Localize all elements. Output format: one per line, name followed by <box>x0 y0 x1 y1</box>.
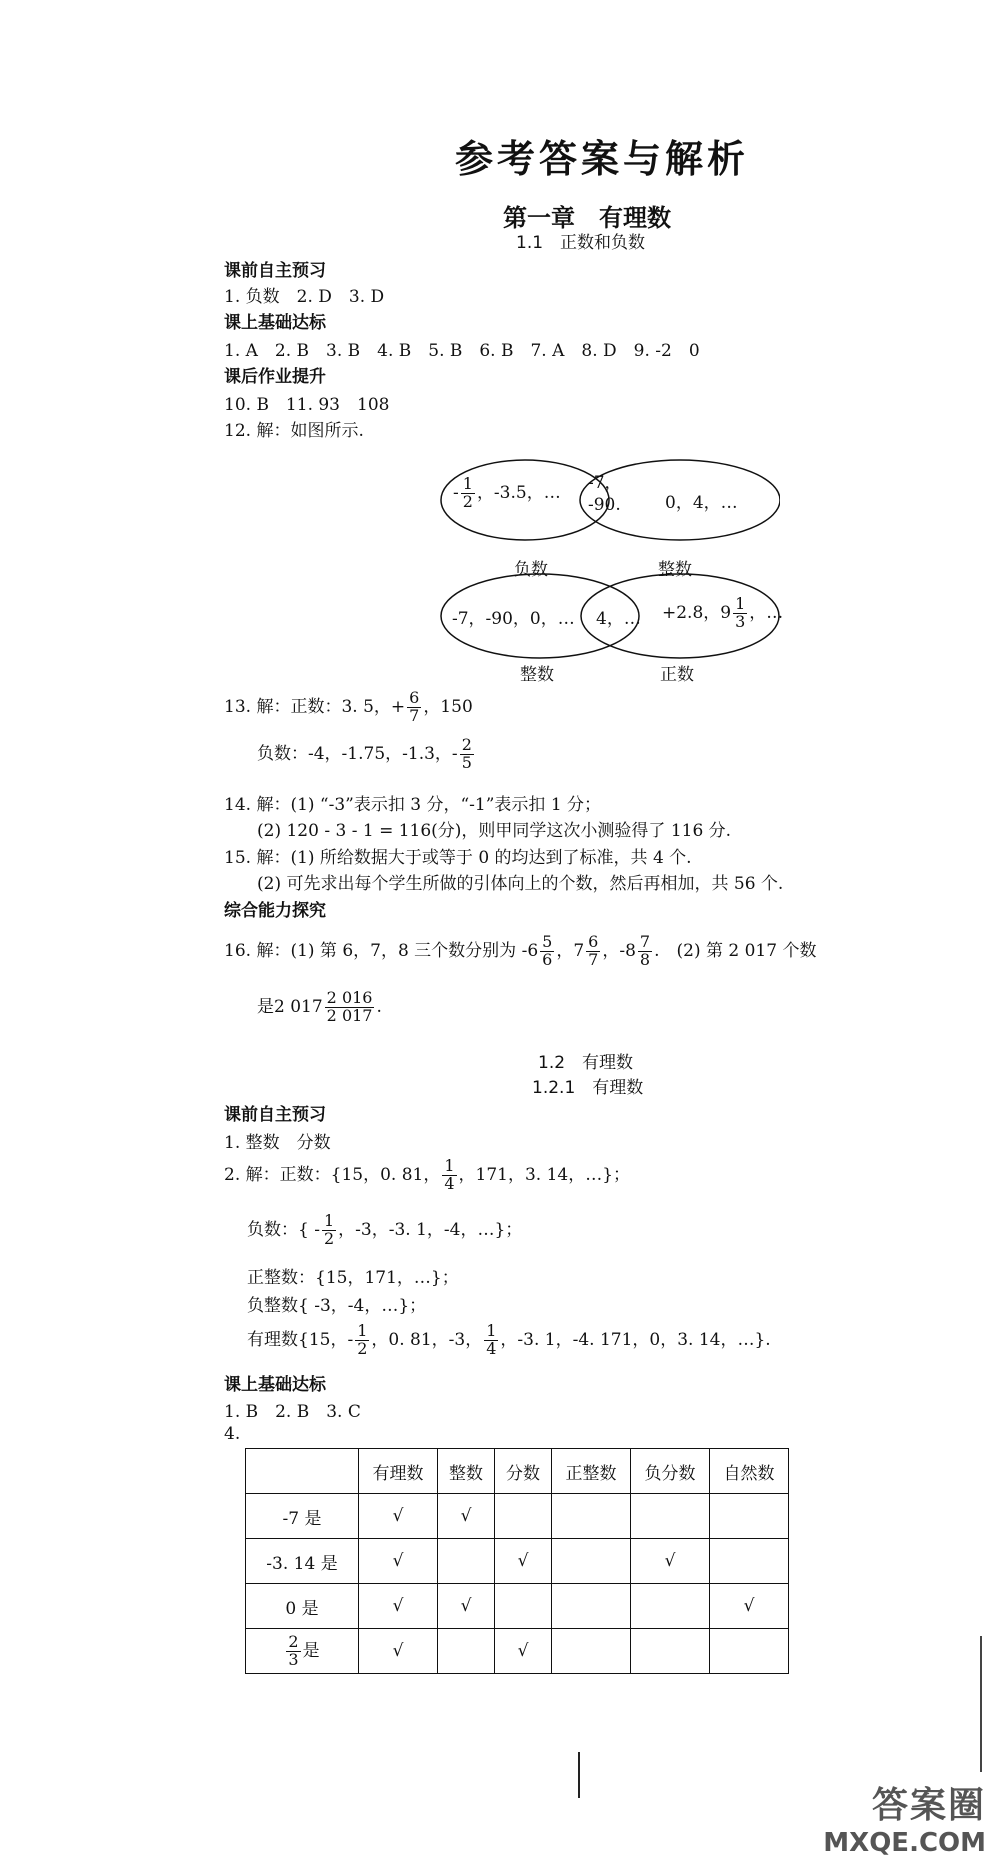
table-row-label: 0 是 <box>246 1584 359 1629</box>
table-header-cell: 自然数 <box>710 1449 789 1494</box>
answer-line: 1. B 2. B 3. C <box>224 1402 361 1422</box>
table-cell: √ <box>710 1584 789 1629</box>
table-row <box>246 1629 789 1674</box>
table-cell: √ <box>359 1539 438 1584</box>
venn1-label-negative: 负数 <box>514 560 548 580</box>
answer-line: 10. B 11. 93 108 <box>224 395 390 415</box>
table-cell <box>495 1494 552 1539</box>
answer-2-rational: 有理数{15，- $\frac{1}{2}$ ，0. 81，-3， $\frac{1}{4}$ ，-3. 1，-4. 171，0，3. 14，…}. <box>247 1321 771 1358</box>
table-header-cell: 负分数 <box>631 1449 710 1494</box>
table-cell <box>552 1539 631 1584</box>
heading-basic: 课上基础达标 <box>224 1375 326 1395</box>
answer-14-part2: (2) 120 - 3 - 1 = 116(分)，则甲同学这次小测验得了 116 分. <box>257 821 732 841</box>
table-cell <box>552 1629 631 1674</box>
heading-comprehensive: 综合能力探究 <box>224 901 326 921</box>
chapter-title: 第一章 有理数 <box>503 204 671 232</box>
table-cell <box>495 1584 552 1629</box>
table-cell <box>710 1629 789 1674</box>
watermark <box>823 1777 986 1858</box>
table-header-cell: 正整数 <box>552 1449 631 1494</box>
scan-edge-line <box>980 1636 982 1772</box>
table-cell <box>631 1584 710 1629</box>
table-header-cell: 整数 <box>438 1449 495 1494</box>
table-row-label: -3. 14 是 <box>246 1539 359 1584</box>
table-cell: √ <box>495 1539 552 1584</box>
table-cell: √ <box>631 1539 710 1584</box>
venn2-intersection: 4，… <box>596 609 641 629</box>
section-title-1-2: 1.2 有理数 <box>538 1053 634 1073</box>
answer-2-positive: 2. 解：正数：{15，0. 81， $\frac{1}{4}$ ，171，3. 14，…}； <box>224 1156 631 1193</box>
venn1-left-set: - $\frac{1}{2}$ ，-3.5，… <box>453 474 561 511</box>
venn2-left-set: -7，-90，0，… <box>452 609 575 629</box>
table-row-label: $\frac{2}{3}$ 是 <box>246 1629 359 1674</box>
venn2-label-positive: 正数 <box>660 665 694 685</box>
table-cell: √ <box>359 1494 438 1539</box>
page-mark <box>578 1752 580 1798</box>
table-cell <box>710 1539 789 1584</box>
table-header-cell <box>246 1449 359 1494</box>
heading-homework: 课后作业提升 <box>224 367 326 387</box>
table-cell <box>438 1629 495 1674</box>
watermark-url: MXQE.COM <box>823 1828 986 1858</box>
table-cell <box>631 1629 710 1674</box>
table-cell: √ <box>438 1584 495 1629</box>
table-row <box>246 1584 789 1629</box>
section-title-1-1: 1.1 正数和负数 <box>516 233 646 253</box>
table-row <box>246 1494 789 1539</box>
table-cell: √ <box>438 1494 495 1539</box>
subsection-title-1-2-1: 1.2.1 有理数 <box>532 1078 644 1098</box>
answer-15-part2: (2) 可先求出每个学生所做的引体向上的个数，然后再相加，共 56 个. <box>257 874 784 894</box>
answer-13-positive: 13. 解：正数：3. 5，+ $\frac{6}{7}$ ，150 <box>224 688 473 725</box>
answer-line: 1. 负数 2. D 3. D <box>224 287 385 307</box>
heading-basic: 课上基础达标 <box>224 313 326 333</box>
answer-line: 4. <box>224 1424 241 1444</box>
table-cell: √ <box>359 1584 438 1629</box>
answer-line: 1. A 2. B 3. B 4. B 5. B 6. B 7. A 8. D 9. -2 0 <box>224 341 700 361</box>
answer-2-negative-integer: 负整数{ -3，-4，…}； <box>247 1296 427 1316</box>
heading-preview: 课前自主预习 <box>224 261 326 281</box>
table-header-row <box>246 1449 789 1494</box>
answer-14-part1: 14. 解：(1) “-3”表示扣 3 分，“-1”表示扣 1 分； <box>224 795 602 815</box>
classification-table <box>245 1448 789 1674</box>
answer-2-negative: 负数：{ - $\frac{1}{2}$ ，-3，-3. 1，-4，…}； <box>247 1211 523 1248</box>
table-cell: √ <box>495 1629 552 1674</box>
venn1-label-integer: 整数 <box>658 560 692 580</box>
table-cell <box>631 1494 710 1539</box>
answer-15-part1: 15. 解：(1) 所给数据大于或等于 0 的均达到了标准，共 4 个. <box>224 848 692 868</box>
table-cell <box>552 1584 631 1629</box>
venn2-label-integer: 整数 <box>520 665 554 685</box>
table-cell <box>438 1539 495 1584</box>
table-header-cell: 有理数 <box>359 1449 438 1494</box>
table-row <box>246 1539 789 1584</box>
page-title: 参考答案与解析 <box>455 137 750 181</box>
venn1-intersection: -7， -90. <box>588 473 622 515</box>
answer-2-positive-integer: 正整数：{15，171，…}； <box>247 1268 459 1288</box>
answer-16-part1: 16. 解：(1) 第 6，7，8 三个数分别为 -6 $\frac{5}{6}$ ，7 $\frac{6}{7}$ ，-8 $\frac{7}{8}$ . (2) 第 2 017 个数 <box>224 932 817 969</box>
answer-13-negative: 负数：-4，-1.75，-1.3，- $\frac{2}{5}$ <box>257 735 472 772</box>
venn1-right-set: 0，4，… <box>665 493 738 513</box>
table-cell: √ <box>359 1629 438 1674</box>
table-cell <box>552 1494 631 1539</box>
answer-line: 12. 解：如图所示. <box>224 421 364 441</box>
answer-16-part2: 是2 017 $\frac{2 016}{2 017}$ . <box>257 988 382 1025</box>
answer-line: 1. 整数 分数 <box>224 1133 331 1153</box>
venn2-right-set: +2.8，9 $\frac{1}{3}$ ，… <box>662 594 784 631</box>
table-cell <box>710 1494 789 1539</box>
watermark-logo: 答案圈 <box>871 1785 986 1826</box>
heading-preview: 课前自主预习 <box>224 1105 326 1125</box>
table-header-cell: 分数 <box>495 1449 552 1494</box>
table-row-label: -7 是 <box>246 1494 359 1539</box>
